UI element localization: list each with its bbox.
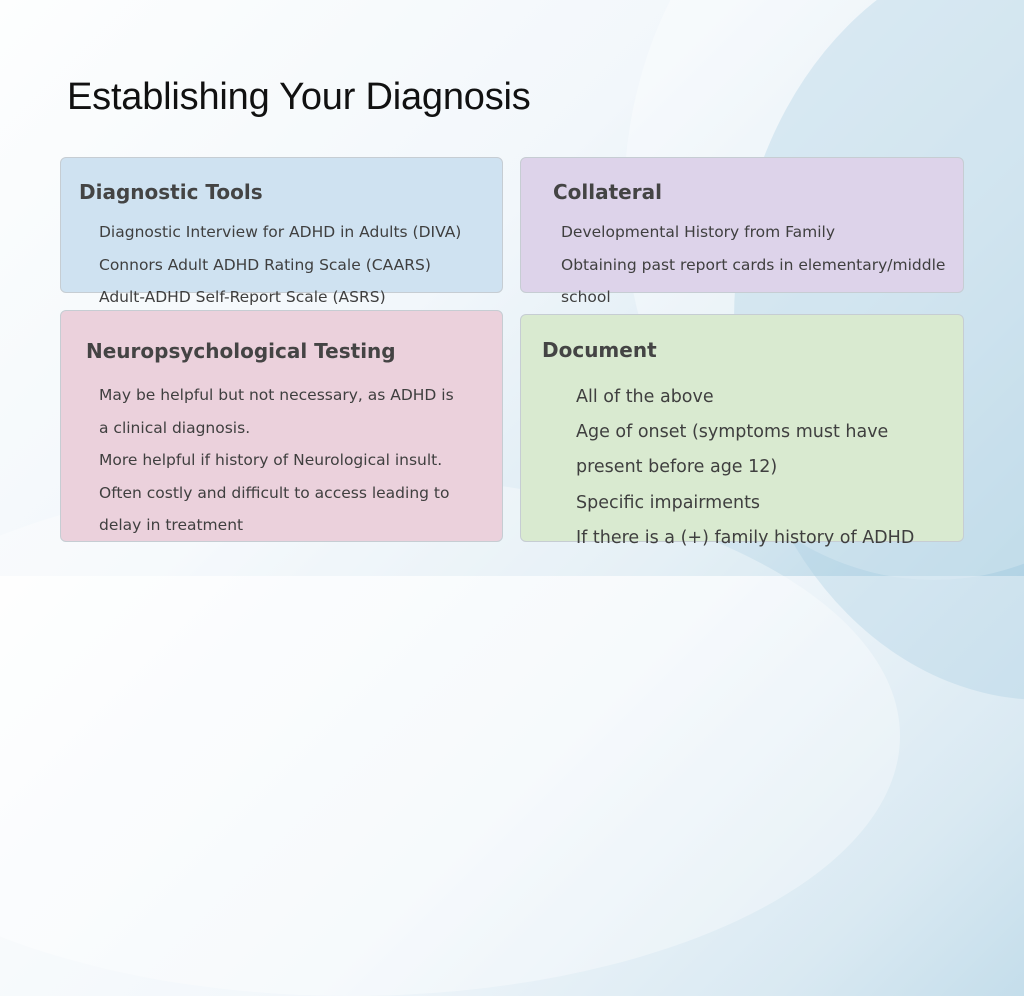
list-item: Adult-ADHD Self-Report Scale (ASRS) <box>99 288 386 306</box>
list-item: school <box>561 288 611 306</box>
list-item: delay in treatment <box>99 516 244 534</box>
list-item: Age of onset (symptoms must have <box>576 422 889 443</box>
collateral-list <box>561 216 945 314</box>
list-item: Developmental History from Family <box>561 223 836 241</box>
list-item: Diagnostic Interview for ADHD in Adults (DIVA) <box>99 223 462 241</box>
list-item: Specific impairments <box>576 492 761 513</box>
list-item: If there is a (+) family history of ADHD <box>576 527 915 548</box>
diagnostic-tools-list <box>99 216 461 314</box>
collateral-heading: Collateral <box>553 180 662 204</box>
diagnostic-tools-heading: Diagnostic Tools <box>79 180 263 204</box>
list-item: a clinical diagnosis. <box>99 418 251 437</box>
list-item: Connors Adult ADHD Rating Scale (CAARS) <box>99 255 431 274</box>
list-item: May be helpful but not necessary, as ADHD is <box>99 386 454 404</box>
list-item: More helpful if history of Neurological insult. <box>99 451 443 469</box>
document-list <box>576 380 914 556</box>
slide-title: Establishing Your Diagnosis <box>67 76 531 118</box>
document-heading: Document <box>542 338 657 362</box>
list-item: All of the above <box>576 387 714 407</box>
neuropsych-testing-list <box>99 379 454 542</box>
list-item: Obtaining past report cards in elementary/middle <box>561 255 946 274</box>
neuropsych-testing-heading: Neuropsychological Testing <box>86 339 396 363</box>
list-item: present before age 12) <box>576 457 778 478</box>
list-item: Often costly and difficult to access leading to <box>99 483 450 502</box>
